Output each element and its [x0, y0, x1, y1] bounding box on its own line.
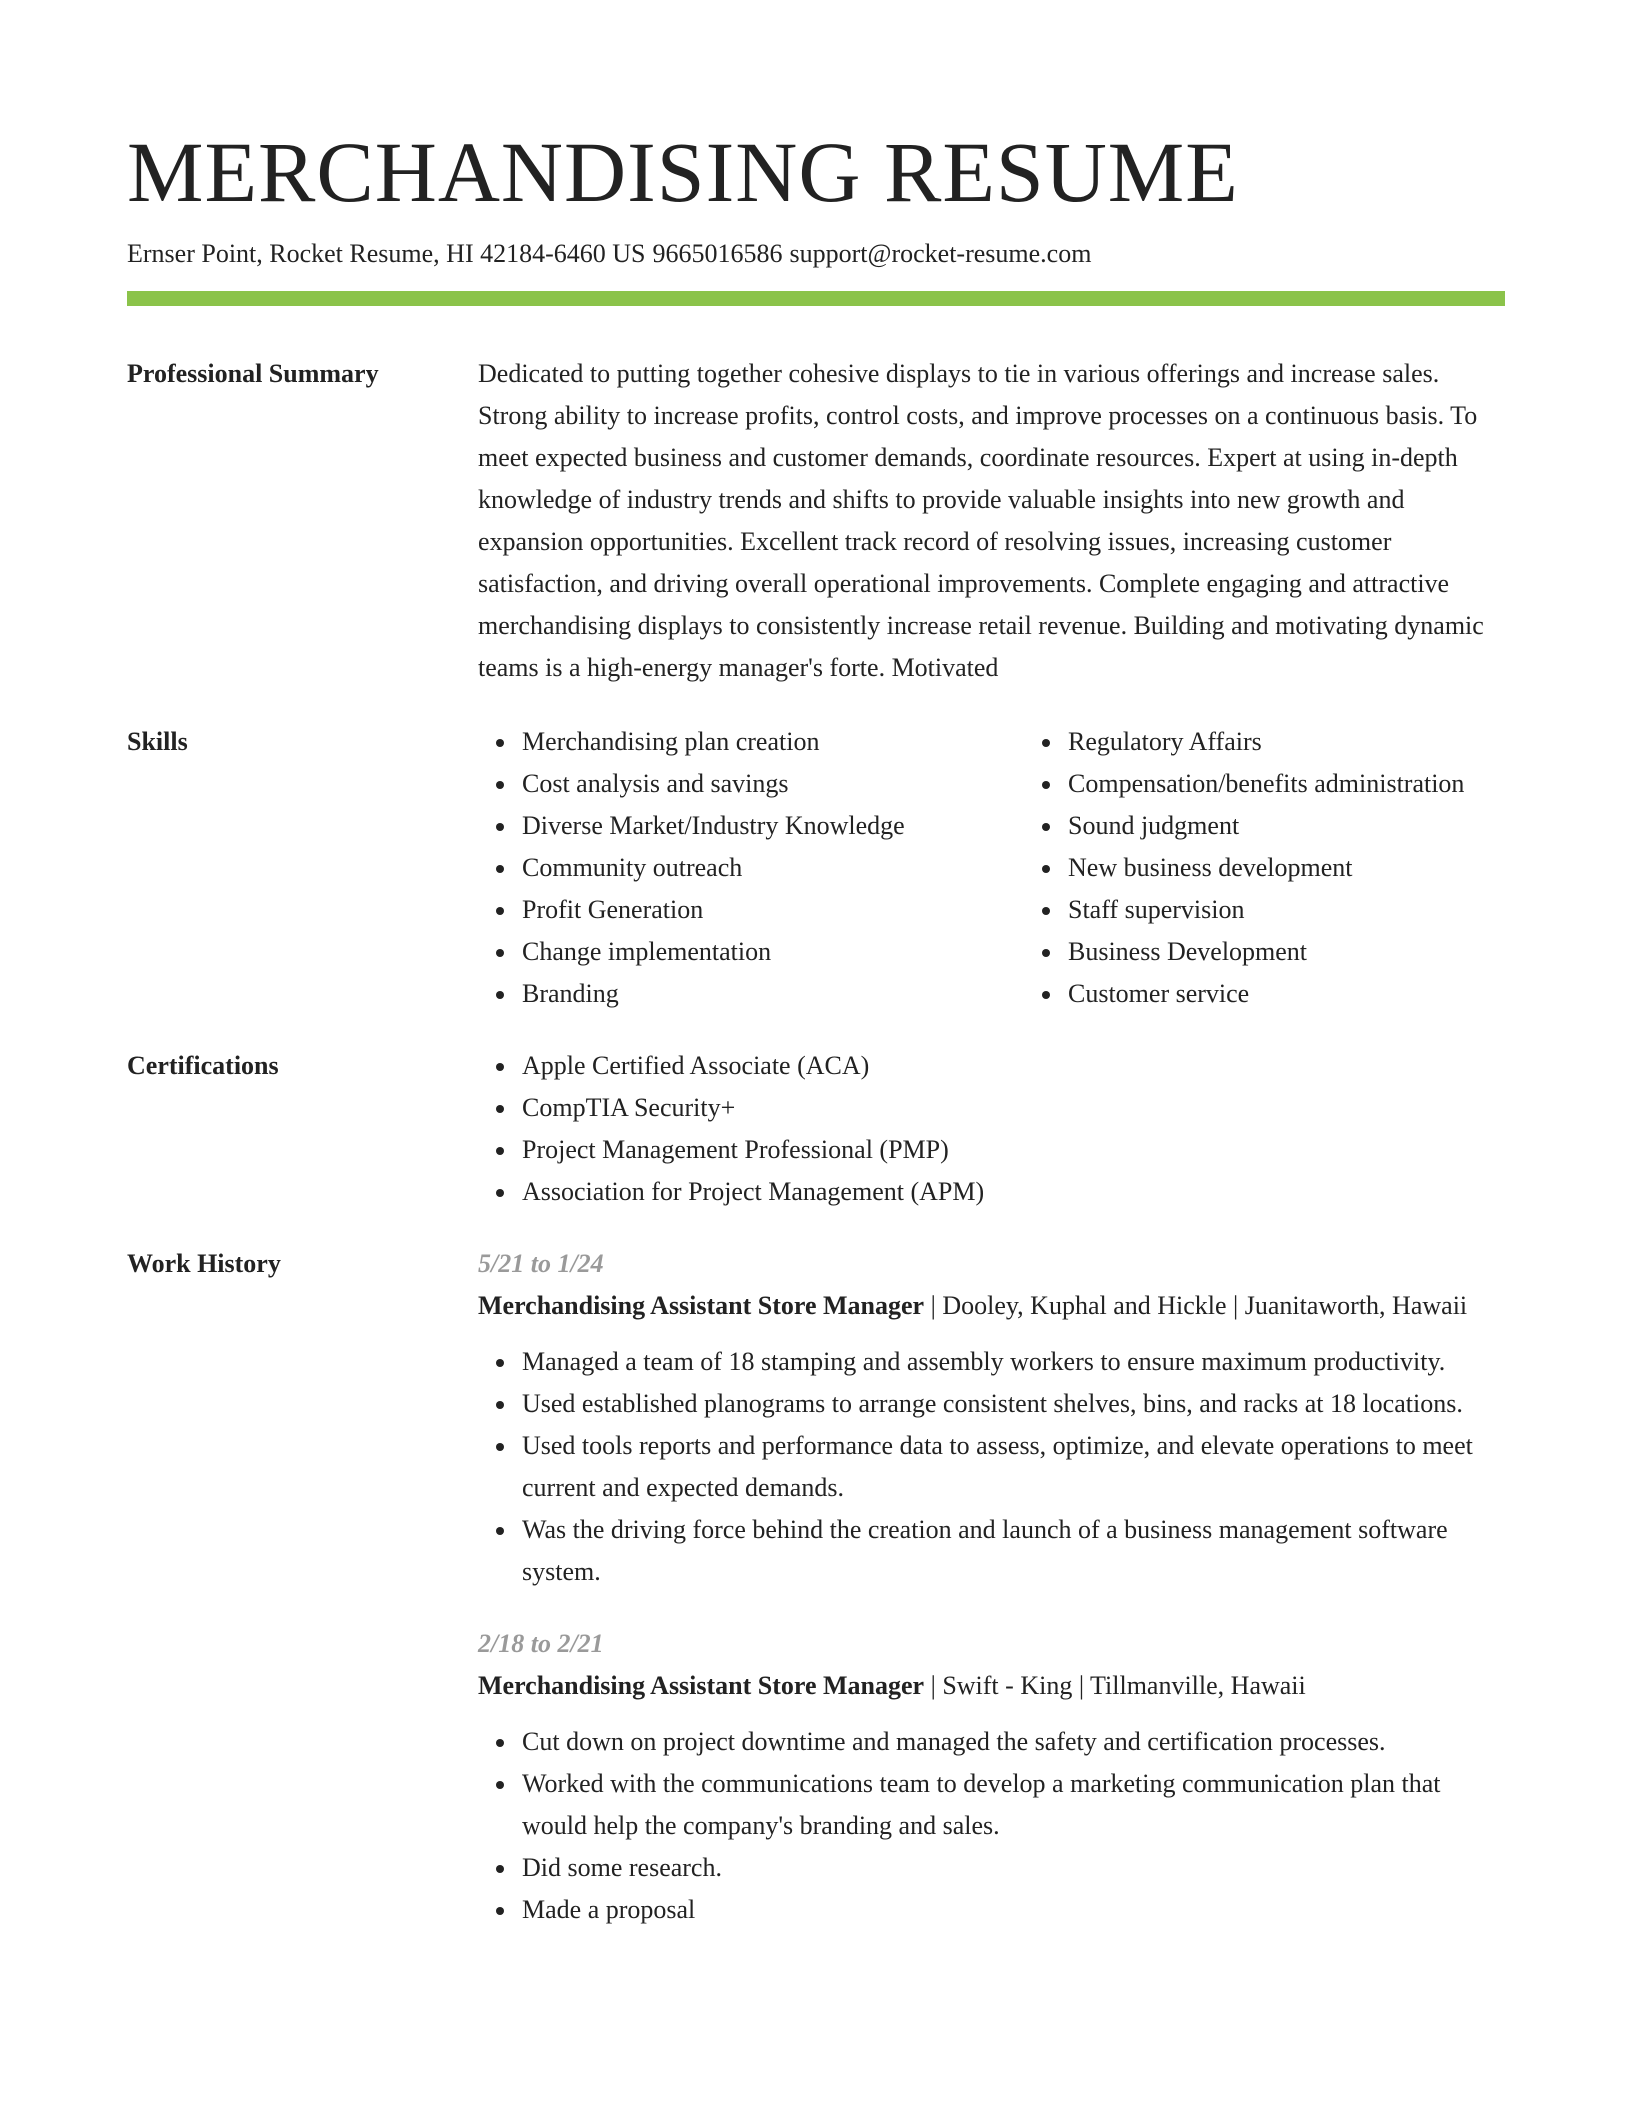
section-label-skills: Skills — [127, 727, 188, 756]
accent-divider — [127, 291, 1505, 306]
job-heading — [478, 1285, 1505, 1327]
job-bullet: Used established planograms to arrange consistent shelves, bins, and racks at 18 locations. — [522, 1383, 1505, 1425]
skill-item: Staff supervision — [1068, 889, 1464, 931]
skill-item: Community outreach — [522, 847, 1024, 889]
job-bullet: Was the driving force behind the creation and launch of a business management software system. — [522, 1509, 1505, 1593]
skill-item: Customer service — [1068, 973, 1464, 1015]
job-bullet: Used tools reports and performance data to assess, optimize, and elevate operations to meet current and expected demands. — [522, 1425, 1505, 1509]
skill-item: New business development — [1068, 847, 1464, 889]
skill-item: Sound judgment — [1068, 805, 1464, 847]
job-bullets — [478, 1341, 1505, 1593]
certifications-list — [478, 1045, 1505, 1213]
job-bullet: Managed a team of 18 stamping and assembly workers to ensure maximum productivity. — [522, 1341, 1505, 1383]
skill-item: Branding — [522, 973, 1024, 1015]
certification-item: CompTIA Security+ — [522, 1087, 1505, 1129]
certification-item: Association for Project Management (APM) — [522, 1171, 1505, 1213]
section-label-certifications: Certifications — [127, 1051, 279, 1080]
summary-text: Dedicated to putting together cohesive displays to tie in various offerings and increase sales. Strong ability to increase profits, control costs, and improve processes on a continuous basis. To meet expected business and customer demands, coordinate resources. Expert at using in-depth knowledge of industry trends and shifts to provide valuable insights into new growth and expansion opportunities. Excellent track record of resolving issues, increasing customer satisfaction, and driving overall operational improvements. Complete engaging and attractive merchandising displays to consistently increase retail revenue. Building and motivating dynamic teams is a high-energy manager's forte. Motivated — [478, 359, 1484, 682]
contact-phone: 9665016586 — [652, 239, 783, 268]
skills-section — [127, 721, 1505, 1015]
skill-item: Diverse Market/Industry Knowledge — [522, 805, 1024, 847]
skill-item: Regulatory Affairs — [1068, 721, 1464, 763]
job-details: | Swift - King | Tillmanville, Hawaii — [924, 1671, 1306, 1700]
job-bullet: Did some research. — [522, 1847, 1505, 1889]
skill-item: Change implementation — [522, 931, 1024, 973]
skills-list-left — [478, 721, 1024, 1015]
job-bullet: Made a proposal — [522, 1889, 1505, 1931]
job-heading — [478, 1665, 1505, 1707]
summary-section — [127, 353, 1505, 689]
certification-item: Apple Certified Associate (ACA) — [522, 1045, 1505, 1087]
job-dates: 5/21 to 1/24 — [478, 1249, 604, 1278]
job-title: Merchandising Assistant Store Manager — [478, 1671, 925, 1700]
skill-item: Merchandising plan creation — [522, 721, 1024, 763]
job-bullets — [478, 1721, 1505, 1931]
job-bullet: Cut down on project downtime and managed the safety and certification processes. — [522, 1721, 1505, 1763]
contact-email: support@rocket-resume.com — [789, 239, 1092, 268]
job-bullet: Worked with the communications team to develop a marketing communication plan that would help the company's branding and sales. — [522, 1763, 1505, 1847]
section-label-summary: Professional Summary — [127, 359, 379, 388]
certifications-section — [127, 1045, 1505, 1213]
contact-line — [127, 236, 1505, 272]
section-label-work-history: Work History — [127, 1249, 281, 1278]
job-details: | Dooley, Kuphal and Hickle | Juanitaworth, Hawaii — [924, 1291, 1468, 1320]
contact-address: Ernser Point, Rocket Resume, HI 42184-6460 US — [127, 239, 646, 268]
job-dates: 2/18 to 2/21 — [478, 1629, 604, 1658]
skill-item: Compensation/benefits administration — [1068, 763, 1464, 805]
job-entry — [478, 1243, 1505, 1593]
resume-title: MERCHANDISING RESUME — [127, 124, 1239, 220]
work-history-section — [127, 1243, 1505, 1961]
skills-list-right — [1024, 721, 1464, 1015]
job-entry — [478, 1623, 1505, 1931]
certification-item: Project Management Professional (PMP) — [522, 1129, 1505, 1171]
skill-item: Business Development — [1068, 931, 1464, 973]
skill-item: Profit Generation — [522, 889, 1024, 931]
job-title: Merchandising Assistant Store Manager — [478, 1291, 925, 1320]
skill-item: Cost analysis and savings — [522, 763, 1024, 805]
